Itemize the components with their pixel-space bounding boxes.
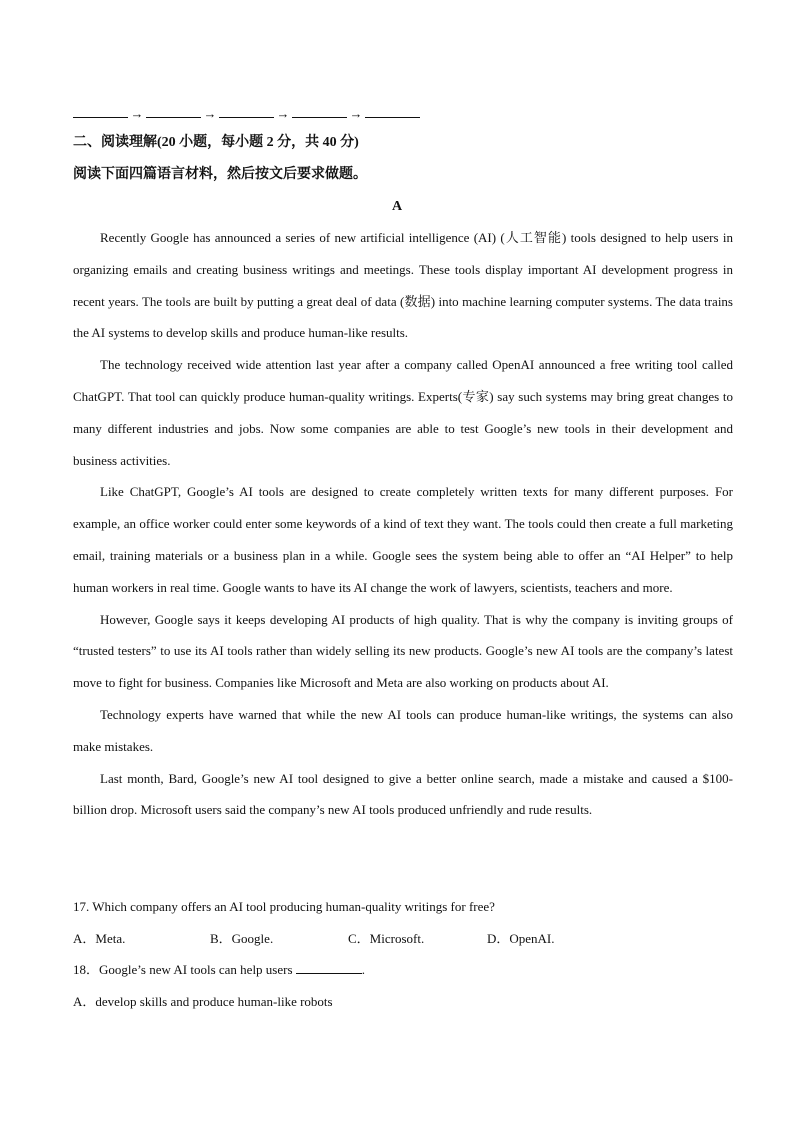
passage-label: A	[391, 199, 403, 214]
question-18-stem-end: .	[361, 962, 366, 977]
passage-paragraph: Recently Google has announced a series of new artificial intelligence (AI) (人工智能) tools designed to help users in organizing emails and creating business writings and meetings. These tools display important AI development progress in recent years. The tools are built by putting a great deal of data (数据) into machine learning computer systems. The data trains the AI systems to develop skills and produce human-like results.	[73, 230, 733, 341]
sequence-answer-blanks	[73, 105, 420, 123]
question-18-stem	[73, 961, 365, 979]
answer-blank-4[interactable]	[292, 105, 347, 118]
passage-text	[73, 222, 733, 826]
arrow-icon: →	[203, 106, 217, 121]
answer-blank-2[interactable]	[146, 105, 201, 118]
question-17-option-d[interactable]: D．OpenAI.	[487, 931, 555, 946]
question-17-option-b[interactable]: B．Google.	[210, 931, 274, 946]
answer-blank-1[interactable]	[73, 105, 128, 118]
question-18-blank[interactable]	[296, 961, 362, 974]
passage-paragraph: Last month, Bard, Google’s new AI tool designed to give a better online search, made a mistake and caused a $100-billion drop. Microsoft users said the company’s new AI tools produced unfriendly and rude results.	[73, 770, 733, 818]
arrow-icon: →	[349, 106, 363, 121]
section-instruction: 阅读下面四篇语言材料，然后按文后要求做题。	[73, 167, 367, 182]
question-17-stem: 17. Which company offers an AI tool producing human-quality writings for free?	[73, 899, 495, 914]
section-heading: 二、阅读理解(20 小题，每小题 2 分，共 40 分)	[73, 135, 359, 150]
question-18-option-a[interactable]: A．develop skills and produce human-like robots	[73, 994, 333, 1009]
question-18-stem-text: 18．Google’s new AI tools can help users	[73, 962, 296, 977]
answer-blank-3[interactable]	[219, 105, 274, 118]
answer-blank-5[interactable]	[365, 105, 420, 118]
passage-paragraph: Technology experts have warned that while the new AI tools can produce human-like writings, the systems can also make mistakes.	[73, 706, 733, 754]
question-17-option-c[interactable]: C．Microsoft.	[348, 931, 425, 946]
passage-paragraph: However, Google says it keeps developing AI products of high quality. That is why the company is inviting groups of “trusted testers” to use its AI tools rather than widely selling its new products. Google’s new AI tools are the company’s latest move to fight for business. Companies like Microsoft and Meta are also working on products about AI.	[73, 611, 733, 691]
question-17-option-a[interactable]: A．Meta.	[73, 931, 126, 946]
arrow-icon: →	[130, 106, 144, 121]
passage-paragraph: The technology received wide attention last year after a company called OpenAI announced a free writing tool called ChatGPT. That tool can quickly produce human-quality writings. Experts(专家) say such systems may bring great changes to many different industries and jobs. Now some companies are able to test Google’s new tools in their development and business activities.	[73, 357, 733, 468]
passage-paragraph: Like ChatGPT, Google’s AI tools are designed to create completely written texts for many different purposes. For example, an office worker could enter some keywords of a kind of text they want. The tools could then create a full marketing email, training materials or a business plan in a while. Google sees the system being able to offer an “AI Helper” to help human workers in real time. Google wants to have its AI change the work of lawyers, scientists, teachers and more.	[73, 484, 733, 595]
arrow-icon: →	[276, 106, 290, 121]
